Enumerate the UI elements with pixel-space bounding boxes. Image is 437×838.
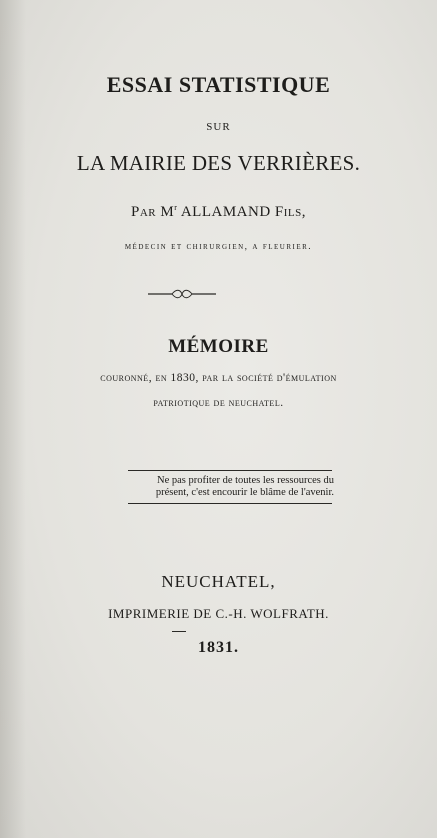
author-fils-initial: F [274, 204, 284, 220]
award-line-2: patriotique de neuchatel. [153, 397, 284, 409]
publication-year: 1831. [198, 639, 239, 656]
year-rule [172, 631, 186, 632]
epigraph-top-rule [128, 470, 332, 471]
author-profession: médecin et chirurgien, a fleurier. [124, 242, 313, 252]
ornament-divider-icon [148, 287, 216, 301]
publication-place: NEUCHATEL, [161, 572, 276, 591]
epigraph-bottom-rule [128, 503, 332, 504]
author-fils-rest: ILS [283, 207, 302, 219]
author-line [0, 203, 437, 221]
author-par-rest: AR [139, 207, 157, 219]
title-connector: SUR [206, 121, 231, 133]
author-par-initial: P [131, 204, 140, 220]
memoire-heading: MÉMOIRE [168, 336, 269, 357]
award-line-1: couronné, en 1830, par la société d'émulation [100, 372, 337, 384]
author-title-sup: r [174, 203, 178, 212]
epigraph-line-2: présent, c'est encourir le blâme de l'avenir. [155, 487, 334, 498]
printer-line: IMPRIMERIE DE C.-H. WOLFRATH. [108, 606, 329, 621]
author-name: ALLAMAND [180, 204, 271, 220]
author-title-initial: M [160, 204, 175, 220]
author-comma: , [301, 204, 306, 220]
book-title: ESSAI STATISTIQUE [106, 72, 331, 97]
epigraph-line-1: Ne pas profiter de toutes les ressources du [157, 475, 334, 486]
book-subject: LA MAIRIE DES VERRIÈRES. [76, 151, 361, 175]
